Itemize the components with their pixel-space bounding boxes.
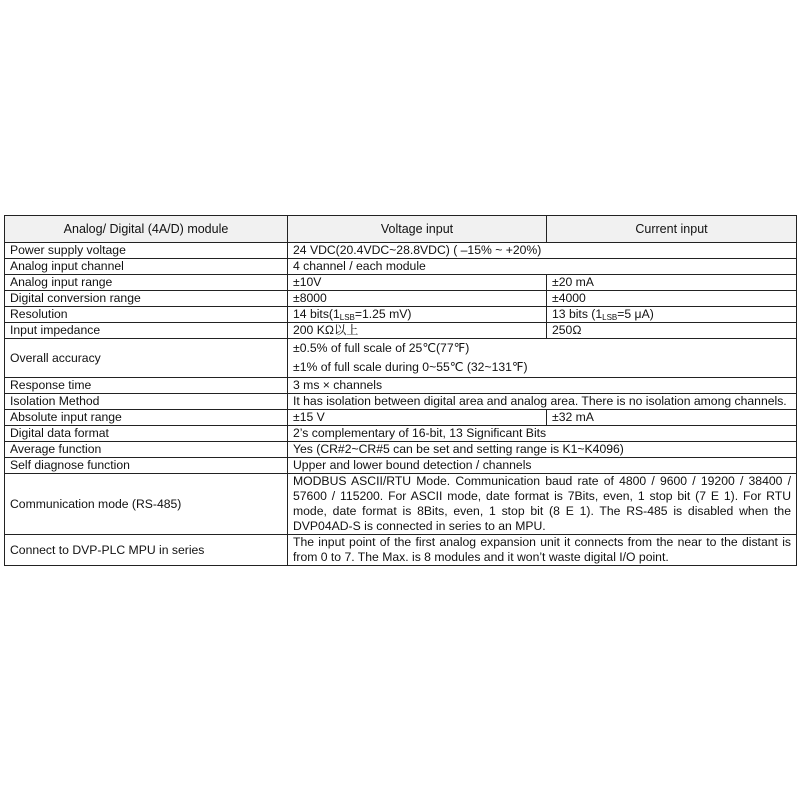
voltage-value: ±8000 — [288, 291, 547, 307]
row-label: Digital data format — [5, 426, 288, 442]
row-value: 3 ms × channels — [288, 378, 797, 394]
row-value: It has isolation between digital area and analog area. There is no isolation among channels. — [288, 394, 797, 410]
voltage-value: ±10V — [288, 275, 547, 291]
row-value: 4 channel / each module — [288, 259, 797, 275]
row-label: Average function — [5, 442, 288, 458]
row-value — [288, 339, 797, 378]
table-row — [5, 394, 797, 410]
voltage-value: ±15 V — [288, 410, 547, 426]
accuracy-line: ±0.5% of full scale of 25℃(77℉) — [293, 341, 470, 355]
header-voltage-input: Voltage input — [288, 216, 547, 243]
lsb-subscript: LSB — [339, 313, 355, 322]
table-row — [5, 458, 797, 474]
resolution-text: =5 μA) — [617, 307, 654, 321]
table-row — [5, 307, 797, 323]
current-value — [547, 307, 797, 323]
table-row — [5, 426, 797, 442]
row-label: Resolution — [5, 307, 288, 323]
table-row — [5, 275, 797, 291]
row-label: Response time — [5, 378, 288, 394]
table-row — [5, 259, 797, 275]
row-label: Overall accuracy — [5, 339, 288, 378]
resolution-text: 14 bits(1 — [293, 307, 340, 321]
row-label: Input impedance — [5, 323, 288, 339]
row-label: Digital conversion range — [5, 291, 288, 307]
row-label: Connect to DVP-PLC MPU in series — [5, 535, 288, 566]
row-label: Analog input channel — [5, 259, 288, 275]
spec-table — [4, 215, 797, 566]
table-row — [5, 291, 797, 307]
row-value: 2’s complementary of 16-bit, 13 Significant Bits — [288, 426, 797, 442]
table-row — [5, 442, 797, 458]
lsb-subscript: LSB — [602, 313, 618, 322]
current-value: ±4000 — [547, 291, 797, 307]
table-row — [5, 474, 797, 535]
table-row — [5, 535, 797, 566]
row-value: Yes (CR#2~CR#5 can be set and setting range is K1~K4096) — [288, 442, 797, 458]
voltage-value: 200 KΩ以上 — [288, 323, 547, 339]
row-value: 24 VDC(20.4VDC~28.8VDC) ( –15% ~ +20%) — [288, 243, 797, 259]
table-row — [5, 339, 797, 378]
current-value: ±32 mA — [547, 410, 797, 426]
current-value: 250Ω — [547, 323, 797, 339]
row-value: Upper and lower bound detection / channels — [288, 458, 797, 474]
row-label: Isolation Method — [5, 394, 288, 410]
row-label: Analog input range — [5, 275, 288, 291]
table-row — [5, 323, 797, 339]
voltage-value — [288, 307, 547, 323]
row-value: The input point of the first analog expansion unit it connects from the near to the distant is from 0 to 7. The Max. is 8 modules and it won’t waste digital I/O point. — [288, 535, 797, 566]
row-label: Absolute input range — [5, 410, 288, 426]
row-label: Communication mode (RS-485) — [5, 474, 288, 535]
resolution-text: 13 bits (1 — [552, 307, 603, 321]
table-row — [5, 378, 797, 394]
resolution-text: =1.25 mV) — [354, 307, 412, 321]
row-label: Self diagnose function — [5, 458, 288, 474]
table-row — [5, 243, 797, 259]
accuracy-line: ±1% of full scale during 0~55℃ (32~131℉) — [293, 360, 528, 374]
header-current-input: Current input — [547, 216, 797, 243]
table-row — [5, 410, 797, 426]
row-label: Power supply voltage — [5, 243, 288, 259]
row-value: MODBUS ASCII/RTU Mode. Communication baud rate of 4800 / 9600 / 19200 / 38400 / 57600 / 115200. For ASCII mode, date format is 7Bits, even, 1 stop bit (7 E 1). For RTU mode, date format is 8Bits, even, 1 stop bit (8 E 1). The RS-485 is disabled when the DVP04AD-S is connected in series to an MPU. — [288, 474, 797, 535]
table-header-row — [5, 216, 797, 243]
current-value: ±20 mA — [547, 275, 797, 291]
header-module: Analog/ Digital (4A/D) module — [5, 216, 288, 243]
